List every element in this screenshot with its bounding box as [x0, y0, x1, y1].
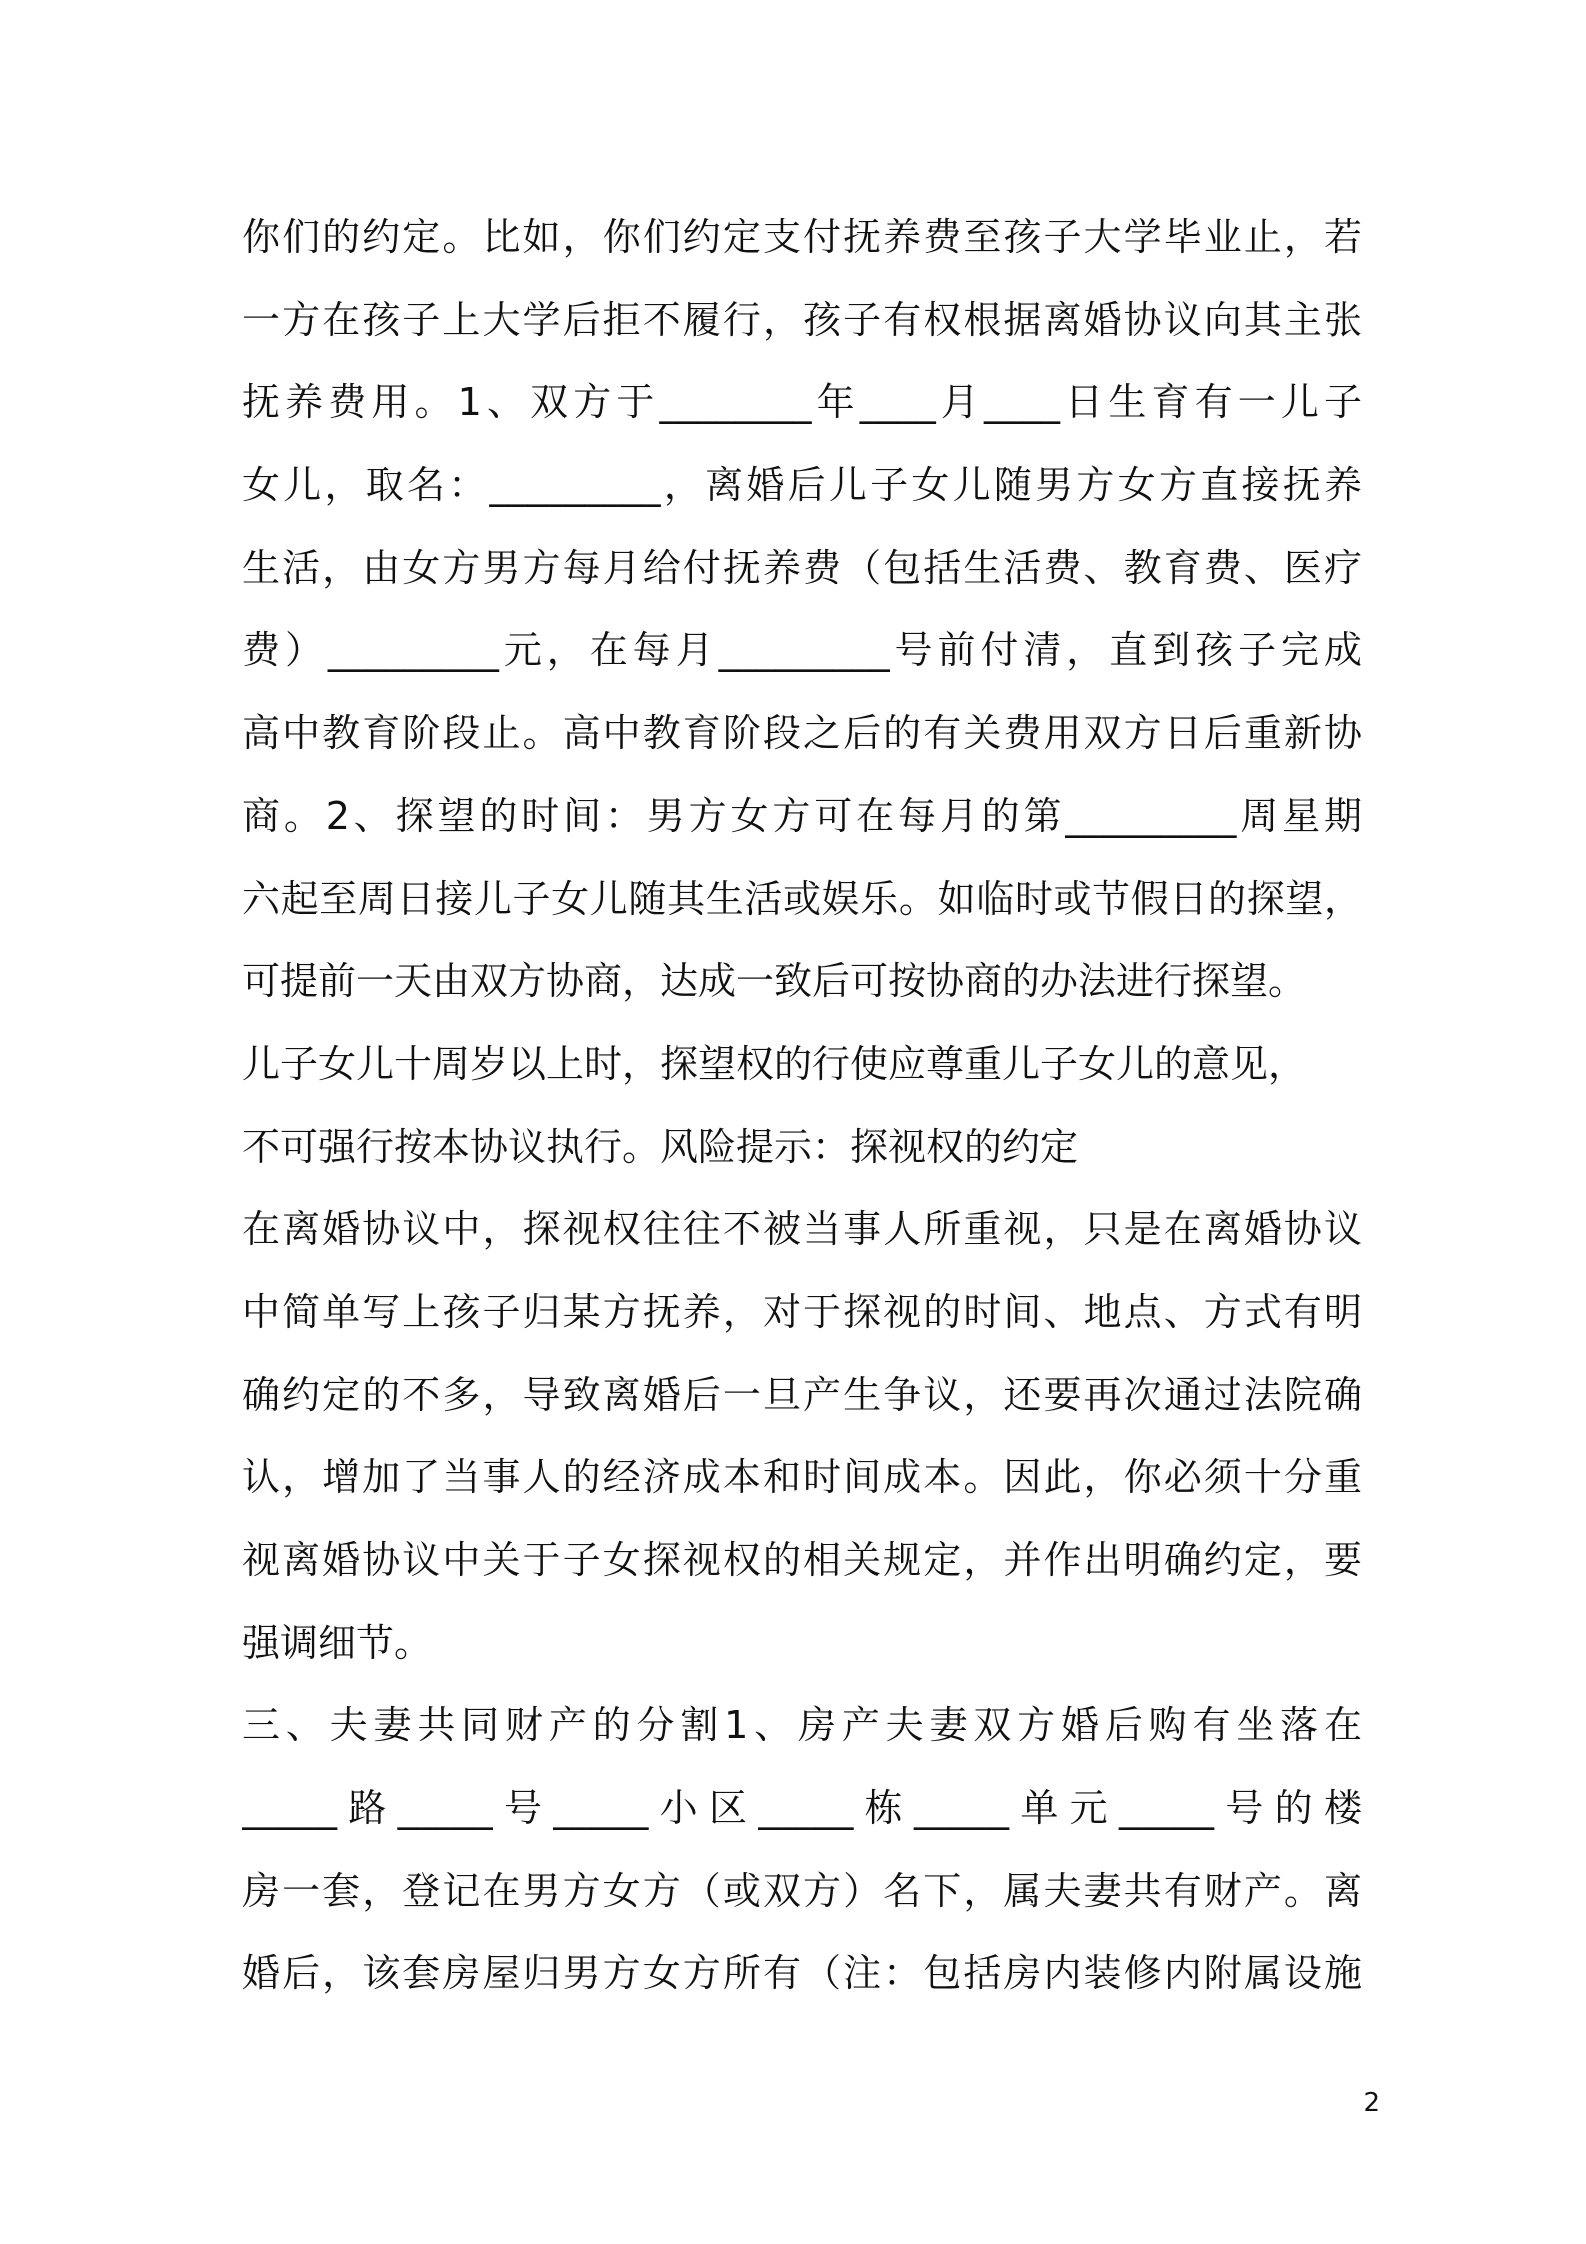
text-line-3: 抚养费用。1、双方于________年____月____日生育有一儿子	[242, 380, 1362, 425]
text-line-19: 三、夫妻共同财产的分割1、房产夫妻双方婚后购有坐落在	[242, 1703, 1362, 1748]
text-line-13: 在离婚协议中，探视权往往不被当事人所重视，只是在离婚协议	[242, 1207, 1362, 1252]
text-line-7: 高中教育阶段止。高中教育阶段之后的有关费用双方日后重新协	[242, 711, 1362, 756]
text-line-4: 女儿，取名：_________，离婚后儿子女儿随男方女方直接抚养	[242, 463, 1362, 508]
text-line-8: 商。2、探望的时间：男方女方可在每月的第_________周星期	[242, 793, 1362, 838]
text-line-14: 中简单写上孩子归某方抚养，对于探视的时间、地点、方式有明	[242, 1289, 1362, 1334]
text-line-18: 强调细节。	[242, 1620, 433, 1665]
text-line-21: 房一套，登记在男方女方（或双方）名下，属夫妻共有财产。离	[242, 1868, 1362, 1913]
text-line-9: 六起至周日接儿子女儿随其生活或娱乐。如临时或节假日的探望，	[242, 876, 1362, 921]
text-line-5: 生活，由女方男方每月给付抚养费（包括生活费、教育费、医疗	[242, 545, 1362, 590]
text-line-11: 儿子女儿十周岁以上时，探望权的行使应尊重儿子女儿的意见，	[242, 1041, 1307, 1086]
text-line-16: 认，增加了当事人的经济成本和时间成本。因此，你必须十分重	[242, 1455, 1362, 1500]
text-line-10: 可提前一天由双方协商，达成一致后可按协商的办法进行探望。	[242, 959, 1307, 1004]
text-line-22: 婚后，该套房屋归男方女方所有（注：包括房内装修内附属设施	[242, 1951, 1362, 1996]
text-line-2: 一方在孩子上大学后拒不履行，孩子有权根据离婚协议向其主张	[242, 297, 1362, 342]
text-line-1: 你们的约定。比如，你们约定支付抚养费至孩子大学毕业止，若	[242, 215, 1362, 259]
text-line-20: _____路_____号_____小区_____栋_____单元_____号的楼	[242, 1786, 1362, 1831]
text-line-17: 视离婚协议中关于子女探视权的相关规定，并作出明确约定，要	[242, 1538, 1362, 1582]
text-line-6: 费）_________元，在每月_________号前付清，直到孩子完成	[242, 628, 1362, 673]
body-text	[242, 196, 1362, 2015]
text-line-12: 不可强行按本协议执行。风险提示：探视权的约定	[242, 1124, 1079, 1169]
text-line-15: 确约定的不多，导致离婚后一旦产生争议，还要再次通过法院确	[242, 1372, 1362, 1417]
page-number: 2	[1363, 2088, 1380, 2118]
